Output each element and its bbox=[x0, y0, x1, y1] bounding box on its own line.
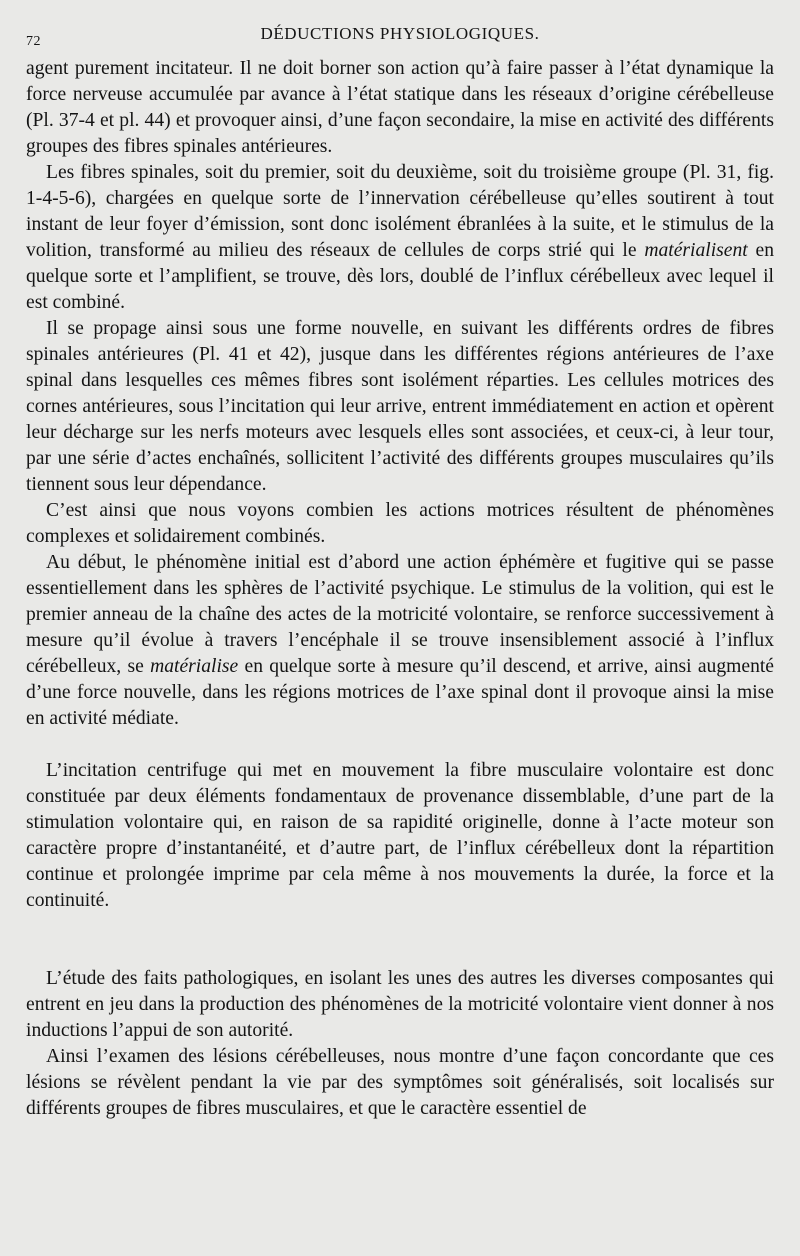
paragraph-lesions-cerebelleuses: Ainsi l’examen des lésions cérébelleuses, nous montre d’une façon concordante que ces lésions se révèlent pendant la vie par des symptômes soit généralisés, soit localisés sur différents groupes de fibres musculaires, et que le caractère essentiel de bbox=[26, 1046, 774, 1119]
section-gap bbox=[26, 732, 774, 758]
paragraph-actions-motrices: C’est ainsi que nous voyons combien les actions motrices résultent de phénomènes complexes et solidairement combinés. bbox=[26, 500, 774, 547]
body-text bbox=[26, 56, 774, 1122]
paragraph-text: Au début, le phénomène initial est d’abord une action éphémère et fugitive qui se passe essentiellement dans les sphères de l’activité psychique. Le stimulus de la volition, qui est le premier anneau de la chaîne des actes de la motricité volontaire, se renforce successivement à mesure qu’il évolue à travers l’encéphale il se trouve insensiblement associé à l’influx cérébelleux, se bbox=[26, 552, 774, 677]
paragraph-continuation: agent purement incitateur. Il ne doit borner son action qu’à faire passer à l’état dynamique la force nerveuse accumulée par avance à l’état statique dans les réseaux d’origine cérébelleuse (Pl. 37-4 et pl. 44) et provoquer ainsi, d’une façon secondaire, la mise en activité des différents groupes des fibres spinales antérieures. bbox=[26, 58, 774, 157]
paragraph-debut bbox=[26, 550, 774, 732]
paragraph-faits-pathologiques: L’étude des faits pathologiques, en isolant les unes des autres les diverses composantes qui entrent en jeu dans la production des phénomènes de la motricité volontaire vient donner à nos inductions l’appui de son autorité. bbox=[26, 968, 774, 1041]
paragraph-incitation-centrifuge: L’incitation centrifuge qui met en mouvement la fibre musculaire volontaire est donc constituée par deux éléments fondamentaux de provenance dissemblable, d’une part de la stimulation volontaire qui, en raison de sa rapidité originelle, donne à l’acte moteur son caractère propre d’instantanéité, et d’autre part, de l’influx cérébelleux dont la répartition continue et prolongée imprime par cela même à nos mouvements la durée, la force et la continuité. bbox=[26, 760, 774, 911]
section-gap bbox=[26, 914, 774, 966]
running-head bbox=[26, 24, 774, 54]
paragraph-fibres-spinales bbox=[26, 160, 774, 316]
paragraph-text: Les fibres spinales, soit du premier, soit du deuxième, soit du troisième groupe (Pl. 31, fig. 1-4-5-6), chargées en quelque sorte de l’innervation cérébelleuse qu’elles soutirent à tout instant de leur foyer d’émission, sont donc isolément ébranlées à la suite, et le stimulus de la volition, transformé au milieu des réseaux de cellules de corps strié qui le bbox=[26, 162, 774, 261]
page-number: 72 bbox=[26, 34, 41, 49]
paragraph-text: en quelque sorte et l’amplifient, se trouve, dès lors, doublé de l’influx cérébelleux avec lequel il est combiné. bbox=[26, 240, 774, 313]
paragraph-text: en quelque sorte à mesure qu’il descend, et arrive, ainsi augmenté d’une force nouvelle, dans les régions motrices de l’axe spinal dont il provoque ainsi la mise en activité médiate. bbox=[26, 656, 775, 729]
paragraph-propagation: Il se propage ainsi sous une forme nouvelle, en suivant les différents ordres de fibres spinales antérieures (Pl. 41 et 42), jusque dans les différentes régions antérieures de l’axe spinal dans lesquelles ces mêmes fibres sont isolément réparties. Les cellules motrices des cornes antérieures, sous l’incitation qui leur arrive, entrent immédiatement en action et opèrent leur décharge sur les nerfs moteurs avec lesquels elles sont associées, et ceux-ci, à leur tour, par une série d’actes enchaînés, sollicitent l’activité des différents groupes musculaires qu’ils tiennent sous leur dépendance. bbox=[26, 318, 774, 495]
italic-term: matérialisent bbox=[644, 240, 748, 261]
page-title: DÉDUCTIONS PHYSIOLOGIQUES. bbox=[260, 24, 540, 43]
italic-term: matérialise bbox=[150, 656, 239, 677]
